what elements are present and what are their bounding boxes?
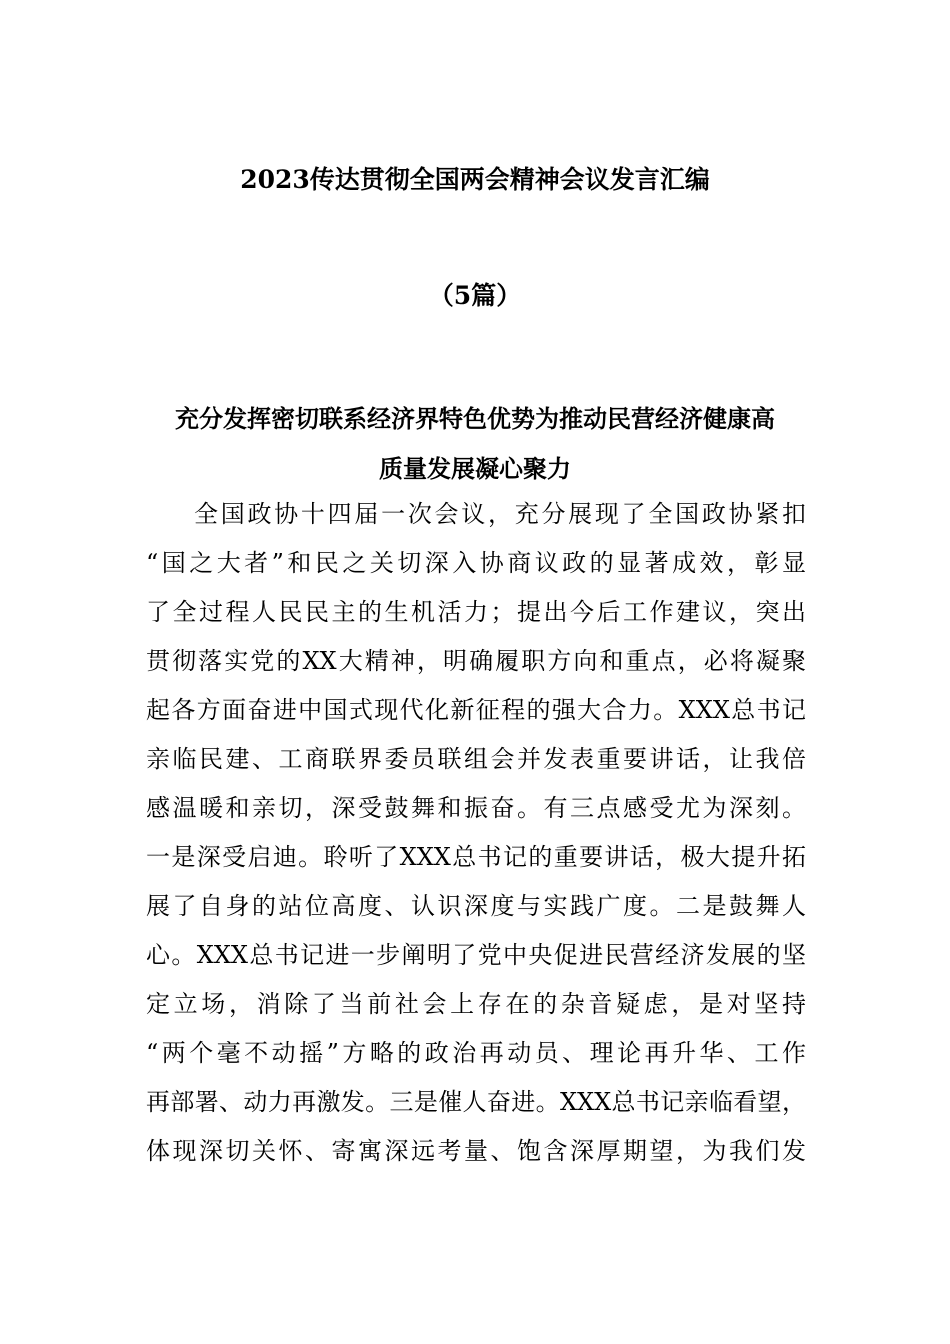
paragraph-line: 体现深切关怀、寄寓深远考量、饱含深厚期望，为我们发 xyxy=(146,1137,806,1165)
paragraph-line: “两个毫不动摇”方略的政治再动员、理论再升华、工作 xyxy=(146,1039,806,1067)
paragraph-line: 贯彻落实党的XX大精神，明确履职方向和重点，必将凝聚 xyxy=(146,647,806,675)
paragraph-line: 定立场，消除了当前社会上存在的杂音疑虑，是对坚持 xyxy=(146,990,806,1018)
paragraph-line: 展了自身的站位高度、认识深度与实践广度。二是鼓舞人 xyxy=(146,892,806,920)
paragraph-line: 亲临民建、工商联界委员联组会并发表重要讲话，让我倍 xyxy=(146,745,806,773)
paragraph-line: 一是深受启迪。聆听了XXX总书记的重要讲话，极大提升拓 xyxy=(146,843,806,871)
section-heading xyxy=(150,394,800,494)
article-count: （5篇） xyxy=(428,281,522,310)
paragraph-line: “国之大者”和民之关切深入协商议政的显著成效，彰显 xyxy=(146,549,806,577)
paragraph-line: 感温暖和亲切，深受鼓舞和振奋。有三点感受尤为深刻。 xyxy=(146,794,806,822)
section-heading-line: 充分发挥密切联系经济界特色优势为推动民营经济健康高 xyxy=(175,404,775,433)
paragraph-line: 再部署、动力再激发。三是催人奋进。XXX总书记亲临看望， xyxy=(146,1088,806,1116)
section-heading-line: 质量发展凝心聚力 xyxy=(379,454,571,483)
document-title: 2023传达贯彻全国两会精神会议发言汇编 xyxy=(240,165,710,194)
body-paragraph xyxy=(146,490,806,1176)
paragraph-line: 心。XXX总书记进一步阐明了党中央促进民营经济发展的坚 xyxy=(146,941,806,969)
paragraph-line: 了全过程人民民主的生机活力；提出今后工作建议，突出 xyxy=(146,598,806,626)
paragraph-line: 全国政协十四届一次会议，充分展现了全国政协紧扣 xyxy=(194,500,806,528)
paragraph-line: 起各方面奋进中国式现代化新征程的强大合力。XXX总书记 xyxy=(146,696,806,724)
